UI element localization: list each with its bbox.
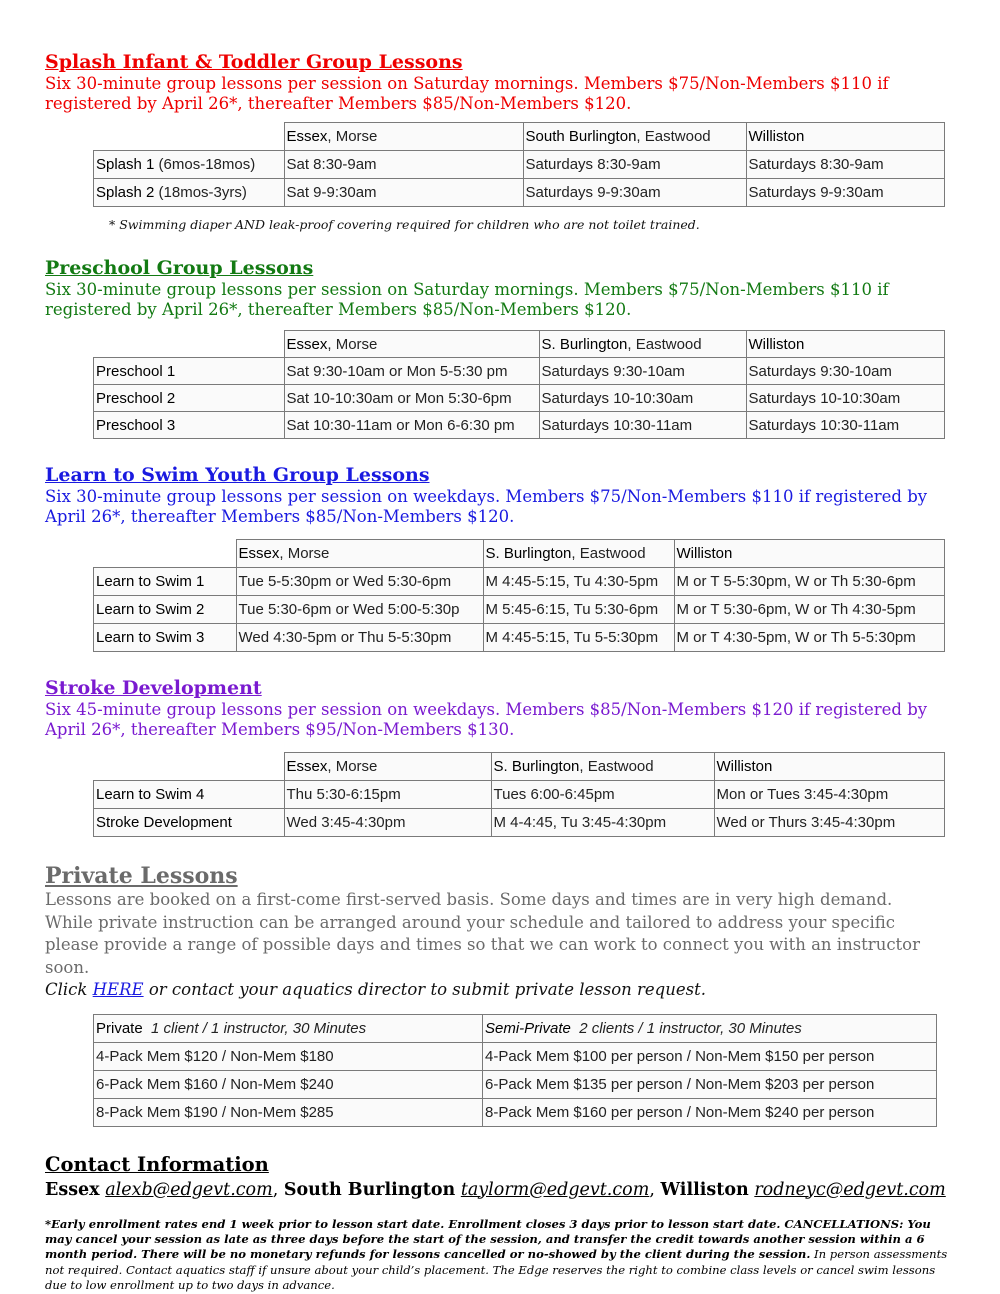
contact-line: Essex alexb@edgevt.com, South Burlington taylorm@edgevt.com, Williston rodneyc@edgevt.com xyxy=(45,1179,946,1200)
splash-description: Six 30-minute group lessons per session on Saturday mornings. Members $75/Non-Members $110 if registered by April 26*, thereafter Members $85/Non-Members $120. xyxy=(45,74,889,113)
table-row xyxy=(94,568,945,596)
table-cell: 8-Pack Mem $160 per person / Non-Mem $240 per person xyxy=(483,1098,937,1126)
stroke-development-description: Six 45-minute group lessons per session on weekdays. Members $85/Non-Members $120 if registered by April 26*, thereafter Members $95/Non-Members $130. xyxy=(45,700,928,739)
table-cell: Saturdays 10:30-11am xyxy=(539,412,746,439)
table-row xyxy=(94,412,945,439)
row-label: Preschool 3 xyxy=(94,412,285,439)
table-cell: Saturdays 8:30-9am xyxy=(523,151,746,179)
header-cell: S. Burlington, Eastwood xyxy=(491,753,714,781)
table-cell: Saturdays 10:30-11am xyxy=(746,412,945,439)
table-cell: Sat 9:30-10am or Mon 5-5:30 pm xyxy=(284,358,539,385)
table-cell: Wed or Thurs 3:45-4:30pm xyxy=(714,809,945,837)
table-cell: Saturdays 9-9:30am xyxy=(523,179,746,207)
table-cell: Tues 6:00-6:45pm xyxy=(491,781,714,809)
table-row xyxy=(94,358,945,385)
splash-title: Splash Infant & Toddler Group Lessons xyxy=(45,51,463,73)
table-row xyxy=(94,624,945,652)
table-cell: M or T 4:30-5pm, W or Th 5-5:30pm xyxy=(674,624,945,652)
table-cell: M or T 5-5:30pm, W or Th 5:30-6pm xyxy=(674,568,945,596)
header-cell: Williston xyxy=(674,540,945,568)
table-header-row xyxy=(94,1014,937,1042)
table-row xyxy=(94,385,945,412)
table-cell: Sat 10:30-11am or Mon 6-6:30 pm xyxy=(284,412,539,439)
table-cell: Mon or Tues 3:45-4:30pm xyxy=(714,781,945,809)
row-label: Splash 1 (6mos-18mos) xyxy=(94,151,285,179)
table-cell: M 4-4:45, Tu 3:45-4:30pm xyxy=(491,809,714,837)
header-cell: Semi-Private 2 clients / 1 instructor, 30 Minutes xyxy=(483,1014,937,1042)
table-row xyxy=(94,179,945,207)
header-cell: Essex, Morse xyxy=(284,331,539,358)
private-pricing-table xyxy=(93,1014,937,1127)
row-label: Preschool 2 xyxy=(94,385,285,412)
header-cell: Essex, Morse xyxy=(284,753,491,781)
table-cell: Saturdays 10-10:30am xyxy=(746,385,945,412)
table-row xyxy=(94,1042,937,1070)
table-row xyxy=(94,1098,937,1126)
header-cell: Williston xyxy=(746,331,945,358)
fine-print: *Early enrollment rates end 1 week prior to lesson start date. Enrollment closes 3 days prior to lesson start date. CANCELLATIONS: You may cancel your session as late as three days before the start of the session, and transfer the credit towards another session within a 6 month period. There will be no monetary refunds for lessons cancelled or no-showed by the client during the session. In person assessments not required. Contact aquatics staff if unsure about your child’s placement. The Edge reserves the right to combine class levels or cancel swim lessons due to low enrollment up to two days in advance. xyxy=(45,1216,948,1293)
table-cell: Saturdays 9:30-10am xyxy=(746,358,945,385)
table-cell: Saturdays 9-9:30am xyxy=(746,179,945,207)
header-cell: South Burlington, Eastwood xyxy=(523,123,746,151)
preschool-title: Preschool Group Lessons xyxy=(45,257,314,279)
table-cell: Sat 8:30-9am xyxy=(284,151,523,179)
page xyxy=(45,50,955,1294)
contact-title: Contact Information xyxy=(45,1152,269,1176)
williston-email-link[interactable]: rodneyc@edgevt.com xyxy=(754,1179,946,1200)
private-request-line: Click HERE or contact your aquatics director to submit private lesson request. xyxy=(45,980,706,999)
stroke-development-title: Stroke Development xyxy=(45,677,262,699)
private-lessons-title: Private Lessons xyxy=(45,863,238,889)
table-row xyxy=(94,1070,937,1098)
row-label: Learn to Swim 3 xyxy=(94,624,237,652)
header-cell: Essex, Morse xyxy=(284,123,523,151)
table-cell: Sat 9-9:30am xyxy=(284,179,523,207)
table-row xyxy=(94,596,945,624)
table-header-row xyxy=(94,753,945,781)
header-cell: S. Burlington, Eastwood xyxy=(539,331,746,358)
header-cell: Private 1 client / 1 instructor, 30 Minutes xyxy=(94,1014,483,1042)
row-label: Learn to Swim 2 xyxy=(94,596,237,624)
private-lessons-description: Lessons are booked on a first-come first-served basis. Some days and times are in very high demand. While private instruction can be arranged around your schedule and tailored to address your specific please provide a range of possible days and times so that we can work to connect you with an instructor soon. xyxy=(45,890,921,977)
here-link[interactable]: HERE xyxy=(92,980,144,999)
learn-to-swim-title: Learn to Swim Youth Group Lessons xyxy=(45,464,430,486)
learn-to-swim-schedule-table xyxy=(93,539,945,652)
table-cell: Saturdays 8:30-9am xyxy=(746,151,945,179)
table-row xyxy=(94,781,945,809)
table-cell: 4-Pack Mem $120 / Non-Mem $180 xyxy=(94,1042,483,1070)
table-row xyxy=(94,151,945,179)
table-cell: M 4:45-5:15, Tu 5-5:30pm xyxy=(483,624,674,652)
table-cell: Wed 4:30-5pm or Thu 5-5:30pm xyxy=(236,624,483,652)
row-label: Stroke Development xyxy=(94,809,285,837)
table-cell: 8-Pack Mem $190 / Non-Mem $285 xyxy=(94,1098,483,1126)
table-cell: 4-Pack Mem $100 per person / Non-Mem $150 per person xyxy=(483,1042,937,1070)
table-header-row xyxy=(94,123,945,151)
table-cell: M 5:45-6:15, Tu 5:30-6pm xyxy=(483,596,674,624)
table-cell: 6-Pack Mem $135 per person / Non-Mem $203 per person xyxy=(483,1070,937,1098)
table-cell: Wed 3:45-4:30pm xyxy=(284,809,491,837)
header-cell: Williston xyxy=(746,123,945,151)
table-cell: Tue 5-5:30pm or Wed 5:30-6pm xyxy=(236,568,483,596)
learn-to-swim-description: Six 30-minute group lessons per session on weekdays. Members $75/Non-Members $110 if registered by April 26*, thereafter Members $85/Non-Members $120. xyxy=(45,487,928,526)
row-label: Preschool 1 xyxy=(94,358,285,385)
header-cell: Williston xyxy=(714,753,945,781)
south-burlington-email-link[interactable]: taylorm@edgevt.com xyxy=(460,1179,650,1200)
table-cell: Saturdays 9:30-10am xyxy=(539,358,746,385)
row-label: Learn to Swim 1 xyxy=(94,568,237,596)
table-cell: Saturdays 10-10:30am xyxy=(539,385,746,412)
stroke-development-schedule-table xyxy=(93,752,945,837)
table-header-row xyxy=(94,331,945,358)
table-cell: Thu 5:30-6:15pm xyxy=(284,781,491,809)
table-header-row xyxy=(94,540,945,568)
splash-schedule-table xyxy=(93,122,945,207)
essex-email-link[interactable]: alexb@edgevt.com xyxy=(105,1179,273,1200)
table-cell: Sat 10-10:30am or Mon 5:30-6pm xyxy=(284,385,539,412)
header-cell: S. Burlington, Eastwood xyxy=(483,540,674,568)
table-cell: M 4:45-5:15, Tu 4:30-5pm xyxy=(483,568,674,596)
table-row xyxy=(94,809,945,837)
header-cell: Essex, Morse xyxy=(236,540,483,568)
table-cell: Tue 5:30-6pm or Wed 5:00-5:30p xyxy=(236,596,483,624)
preschool-schedule-table xyxy=(93,330,945,439)
row-label: Learn to Swim 4 xyxy=(94,781,285,809)
table-cell: 6-Pack Mem $160 / Non-Mem $240 xyxy=(94,1070,483,1098)
splash-diaper-note: * Swimming diaper AND leak-proof covering required for children who are not toilet trained. xyxy=(109,217,700,232)
preschool-description: Six 30-minute group lessons per session on Saturday mornings. Members $75/Non-Members $110 if registered by April 26*, thereafter Members $85/Non-Members $120. xyxy=(45,280,889,319)
table-cell: M or T 5:30-6pm, W or Th 4:30-5pm xyxy=(674,596,945,624)
row-label: Splash 2 (18mos-3yrs) xyxy=(94,179,285,207)
